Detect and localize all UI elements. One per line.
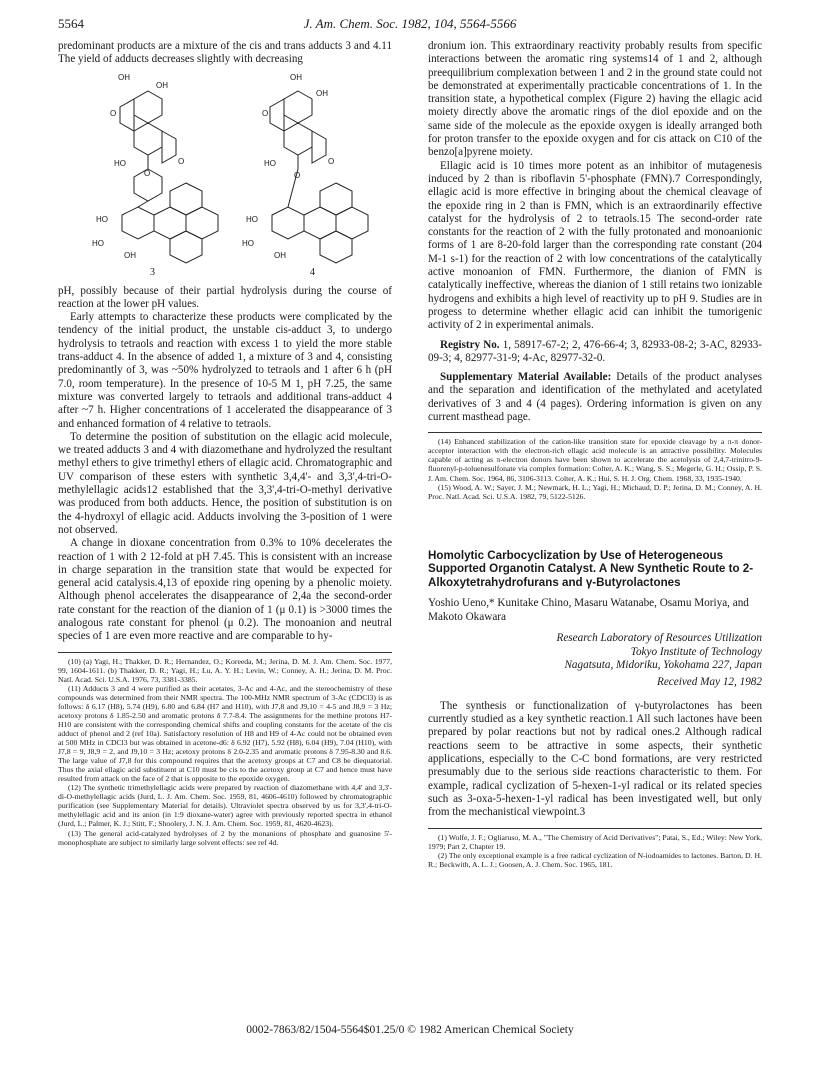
journal-citation: J. Am. Chem. Soc. 1982, 104, 5564-5566 bbox=[303, 16, 517, 31]
footnote: (12) The synthetic trimethylellagic acids were prepared by reaction of diazomethane with 4,4' and 3,3'-di-O-methylellagic acids (Jurd, L. J. Am. Chem. Soc. 1959, 81, 4606-4610) followed by chromatographic purification (see Supplementary Material for details). Ultraviolet spectra observed by us for 3,3',4-tri-O-methylellagic acid and its anion (in 1:9 dioxane-water) agree with previously reported spectra in ethanol (Jurd, L.; Palmer, K. J.; Stitt, F.; Shoolery, J. N. J. Am. Chem. Soc. 1959, 81, 4620-4623). bbox=[58, 783, 392, 829]
registry-text: 1, 58917-67-2; 2, 476-66-4; 3, 82933-08-2; 3-AC, 82933-09-3; 4, 82977-31-9; 4-Ac, 82977-32-0. bbox=[428, 338, 762, 364]
ho-label: HO bbox=[264, 158, 276, 168]
left-paragraph-3: To determine the position of substitution on the ellagic acid molecule, we treated adducts 3 and 4 with diazomethane and hydrolyzed the resultant methyl ethers to give trimethyl ethers of ellagic acid. Chromatographic and UV comparison of these esters with synthetic 3,4,4'- and 3,3',4-tri-O-methylellagic acids12 established that the 3,3',4-tri-O-methyl derivative was produced from both adducts. Hence, the position of substitution is on the 4-hydroxyl of ellagic acid. Adducts involving the 3-position of 1 were not observed. bbox=[58, 430, 392, 536]
footnote: (10) (a) Yagi, H.; Thakker, D. R.; Hernandez, O.; Koreeda, M.; Jerina, D. M. J. Am. Chem. Soc. 1977, 99, 1604-1611. (b) Thakker, D. R.; Yagi, H.; Lu, A. Y. H.; Levin, W.; Conney, A. H.; Jerina, D. M. Proc. Natl. Acad. Sci. U.S.A. 1976, 73, 3381-3385. bbox=[58, 656, 392, 684]
o-label: O bbox=[110, 108, 117, 118]
page-footer: 0002-7863/82/1504-5564$01.25/0 © 1982 American Chemical Society bbox=[246, 1024, 574, 1036]
footnote: (1) Wolfe, J. F.; Ogliaruso, M. A., "The Chemistry of Acid Derivatives"; Patai, S., Ed.; Wiley: New York, 1979; Part 2, Chapter 19. bbox=[428, 832, 762, 851]
right-paragraph-2: Ellagic acid is 10 times more potent as an inhibitor of mutagenesis induced by 2 than is riboflavin 5'-phosphate (FMN).7 Correspondingly, ellagic acid is more effective in bringing about the chemical cleavage of the epoxide ring in 2 than is FMN, which is an extraordinarily effective catalyst for the hydrolysis of 2 to tetraols.15 The second-order rate constants for the reaction of 2 with the fully protonated and monoanionic forms of 1 are 8-20-fold larger than the corresponding rate constant (204 M-1 s-1) for the reaction of 2 with low concentrations of the catalytically active monoanion of FMN. Furthermore, the dianion of FMN is catalytically ineffective, whereas the dianion of 1 still retains two ionizable hydrogens and exhibits a high level of reactivity up to pH 9. Studies are in progess to determine whether ellagic acid can inhibit the tumorigenic activity of 2 in experimental animals. bbox=[428, 159, 762, 332]
oh-label: OH bbox=[274, 250, 286, 260]
right-column bbox=[428, 40, 762, 869]
article-title: Homolytic Carbocyclization by Use of Heterogeneous Supported Organotin Catalyst. A New Synthetic Route to 2-Alkoxytetrahydrofurans and γ-Butyrolactones bbox=[428, 548, 754, 589]
registry-label: Registry No. bbox=[440, 338, 500, 351]
affiliation-line: Tokyo Institute of Technology bbox=[630, 645, 762, 658]
o-label: O bbox=[144, 168, 151, 178]
affiliation-line: Research Laboratory of Resources Utilization bbox=[556, 632, 762, 645]
supplementary-material bbox=[428, 371, 762, 424]
ho-label: HO bbox=[242, 238, 254, 248]
oh-label: OH bbox=[124, 250, 136, 260]
right-paragraph-1: dronium ion. This extraordinary reactivity probably results from specific interactions between the aromatic ring systems14 of 1 and 2, although preequilibrium complexation between 1 and 2 in the ground state could not be demonstrated at experimentally practicable concentrations of 1. In the transition state, a hypothetical complex (Figure 2) having the ellagic acid moiety directly above the aromatic rings of the diol epoxide and on the same side of the molecule as the epoxide oxygen is ideally arranged both for proton transfer to the epoxide oxygen and for cis attack on C10 of the benzo[a]pyrene moiety. bbox=[428, 40, 762, 159]
received-date: Received May 12, 1982 bbox=[657, 676, 762, 689]
right-paragraph-3: The synthesis or functionalization of γ-butyrolactones has been currently studied as a key synthetic reaction.1 All such lactones have been prepared by polar reactions but not by radical ones.2 Although radical reactions seem to be attractive in some aspects, their synthetic applications, especially to the C-C bond formations, are very restricted presumably due to the serious side reactions characteristic to them. For example, radical cyclization of 5-hexen-1-yl radical or its related species such as 3-oxa-5-hexen-1-yl radical has been investigated well, but only from the mechanistical viewpoint.3 bbox=[428, 699, 762, 819]
left-column bbox=[58, 40, 392, 847]
footnote: (2) The only exceptional example is a free radical cyclization of N-iodoamides to lactones. Barton, D. H. R.; Beckwith, A. L. J.; Goosen, A. J. Chem. Soc. 1965, 181. bbox=[428, 850, 762, 869]
left-paragraph-2: Early attempts to characterize these products were complicated by the tendency of the initial product, the unstable cis-adduct 3, to undergo hydrolysis to tetraols and reaction with excess 1 to yield the more stable trans-adduct 4. In the absence of added 1, a mixture of 3 and 4, consisting predominantly of 3, was ~50% hydrolyzed to tetraols and 1 after 6 h (pH 7.0, room temperature). In the presence of 10-5 M 1, pH 7.25, the same mixture was converted largely to tetraols and additional trans-adduct 4 after ~7 h. Higher concentrations of 1 accelerated the disappearance of 3 and enhanced formation of 4 relative to tetraols. bbox=[58, 311, 392, 430]
ho-label: HO bbox=[114, 158, 126, 168]
o-label: O bbox=[178, 156, 185, 166]
affiliation-line: Nagatsuta, Midoriku, Yokohama 227, Japan bbox=[564, 659, 762, 672]
left-paragraph-1: pH, possibly because of their partial hydrolysis during the course of reaction at the lower pH values. bbox=[58, 284, 392, 310]
o-label: O bbox=[262, 108, 269, 118]
oh-label: OH bbox=[316, 88, 328, 98]
footnote: (14) Enhanced stabilization of the cation-like transition state for epoxide cleavage by a π-π donor-acceptor interaction with the electron-rich ellagic acid molecule is an attractive possibility. Molecules capable of acting as π-electron donors have been shown to accelerate the acetolysis of 2,4,7-trinitro-9-fluorenyl-p-toluenesulfonate via complex formation: Colter, A. K.; Wang, S. S.; Megerle, G. H.; Ossip, P. S. J. Am. Chem. Soc. 1964, 86, 3106-3113. Colter, A. K.; Hui, S. H. J. Org. Chem. 1968, 33, 1935-1940. bbox=[428, 437, 762, 483]
left-paragraph-top: predominant products are a mixture of the cis and trans adducts 3 and 4.11 The yield of adducts decreases slightly with decreasing bbox=[58, 40, 392, 66]
footnote: (11) Adducts 3 and 4 were purified as their acetates, 3-Ac and 4-Ac, and the stereochemistry of these compounds was determined from their NMR spectra. The 100-MHz NMR spectrum of 3-Ac (CDCl3) is as follows: δ 6.17 (H8), 5.74 (H9), 6.80 and 6.84 (H7 and H10), with J7,8 and J9,10 = 4-5 and J8,9 = 3 Hz; acetoxy protons δ 1.85-2.50 and aromatic protons δ 7.7-8.4. The assignments for the methine protons H7-H10 are consistent with the corresponding chemical shifts and coupling constants for the acetate of the cis adduct of phenol and 2 (ref 10a). Satisfactory resolution of H8 and H9 of 4-Ac could not be obtained even at 500 MHz in CDCl3 but was obtained in acetone-d6: δ 6.92 (H7), 5.92 (H8), 6.04 (H9), 7.04 (H10), with J7,8 = 9, J8,9 = 2, and J9,10 = 3 Hz; acetoxy protons δ 2.0-2.35 and aromatic protons δ 7.95-8.30 and 8.6. The large value of J7,8 for this compound requires that the acetoxy groups at C7 and C8 be diequatorial. Thus the axial ellagic acid substituent at C10 must be cis to the acetoxy group at C7 and hence must have resulted from attack on the face of 2 that is opposite to the epoxide oxygen. bbox=[58, 683, 392, 784]
article-authors: Yoshio Ueno,* Kunitake Chino, Masaru Watanabe, Osamu Moriya, and Makoto Okawara bbox=[428, 597, 749, 623]
chemical-structures bbox=[58, 69, 392, 281]
left-paragraph-4: A change in dioxane concentration from 0.3% to 10% decelerates the reaction of 1 with 2 12-fold at pH 7.45. This is consistent with an increase in charge separation in the transition state that would be expected for general acid catalysis.4,13 of epoxide ring opening by a phenolic moiety. Although phenol accelerates the disappearance of 2,4a the second-order rate constant for the reaction of the dianion of 1 (μ 0.1) is >3000 times the analogous rate constant for phenol (μ 0.2). The monoanion and neutral species of 1 are even more reactive and are comparable to hy- bbox=[58, 537, 392, 643]
ho-label: HO bbox=[92, 238, 104, 248]
footnote: (13) The general acid-catalyzed hydrolyses of 2 by the monanions of phosphate and guanosine 5'-monophosphate are subject to similarly large solvent effects: see ref 4d. bbox=[58, 828, 392, 847]
oh-label: OH bbox=[118, 72, 130, 82]
supp-label: Supplementary Material Available: bbox=[440, 371, 612, 384]
left-footnotes bbox=[58, 652, 392, 847]
compound-number: 4 bbox=[310, 266, 315, 278]
oh-label: OH bbox=[290, 72, 302, 82]
adduct-structures-drawing bbox=[58, 69, 392, 281]
o-label: O bbox=[328, 156, 335, 166]
ho-label: HO bbox=[96, 214, 108, 224]
footnote: (15) Wood, A. W.; Sayer, J. M.; Newmark, H. L.; Yagi, H.; Michaud, D. P.; Jerina, D. M.; Conney, A. H. Proc. Natl. Acad. Sci. U.S.A. 1982, 79, 5122-5126. bbox=[428, 482, 762, 501]
oh-label: OH bbox=[156, 80, 168, 90]
running-header bbox=[58, 16, 762, 32]
affiliation bbox=[428, 632, 762, 672]
registry-numbers bbox=[428, 339, 762, 366]
ho-label: HO bbox=[246, 214, 258, 224]
compound-number: 3 bbox=[150, 266, 155, 278]
right-footnotes-2 bbox=[428, 828, 762, 869]
page-number: 5564 bbox=[58, 16, 84, 31]
right-footnotes bbox=[428, 432, 762, 500]
o-label: O bbox=[294, 170, 301, 180]
supp-text: Details of the product analyses and the separation and identification of the methylated and acetylated derivatives of 3 and 4 (4 pages). Ordering information is given on any current masthead page. bbox=[428, 371, 762, 424]
